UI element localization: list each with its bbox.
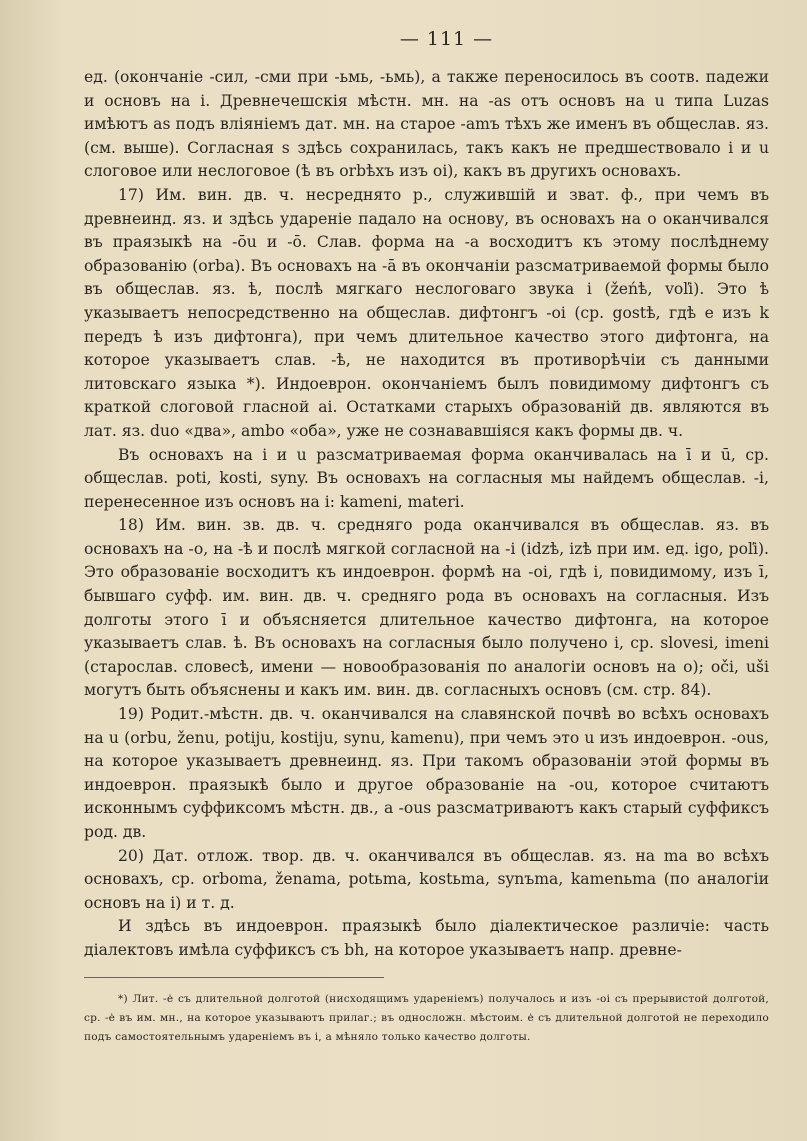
paragraph-4: 18) Им. вин. зв. дв. ч. средняго рода оканчивался въ общеслав. яз. въ основахъ на -о, на -ѣ и послѣ мягкой согласной на -і (idzѣ, izѣ при им. ед. igo, poľi). Это образованіе восходитъ къ индоеврон. формѣ на -oi, гдѣ i, повидимому, изъ ī, бывшаго суфф. им. вин. дв. ч. средняго рода въ основахъ на согласныя. Изъ долготы этого ī и объясняется длительное качество дифтонга, на которое указываетъ слав. ѣ. Въ основахъ на согласныя было получено і, ср. slovesi, imeni (старослав. словесѣ, имени — новообразованія по аналогіи основъ на о); oči, uši могутъ быть объяснены и какъ им. вин. дв. согласныхъ основъ (см. стр. 84). — [84, 516, 769, 700]
paragraph-6: 20) Дат. отлож. твор. дв. ч. оканчивался въ общеслав. яз. на ma во всѣхъ основахъ, ср. orboma, ženama, potьma, kostьma, synъma, kamenьma (по аналогіи основъ на і) и т. д. — [84, 846, 769, 912]
paragraph-3: Въ основахъ на і и u разсматриваемая форма оканчивалась на ī и ū, ср. общеслав. poti, kosti, syny. Въ основахъ на согласныя мы найдемъ общеслав. -i, перенесенное изъ основъ на і: kameni, materi. — [84, 445, 769, 511]
paragraph-2: 17) Им. вин. дв. ч. несреднято р., служившій и зват. ф., при чемъ въ древнеинд. яз. и здѣсь удареніе падало на основу, въ основахъ на о оканчивался въ праязыкѣ на -ōu и -ō. Слав. форма на -а восходитъ къ этому послѣднему образованію (orba). Въ основахъ на -ā въ окончаніи разсматриваемой формы было въ общеслав. яз. ѣ, послѣ мягкаго неслоговаго звука і (žeńѣ, voľi). Это ѣ указываетъ непосредственно на общеслав. дифтонгъ -oi (ср. gostѣ, гдѣ е изъ k передъ ѣ изъ дифтонга), при чемъ длительное качество этого дифтонга, на которое указываетъ слав. -ѣ, не находится въ противорѣчіи съ данными литовскаго языка *). Индоеврон. окончаніемъ былъ повидимому дифтонгъ съ краткой слоговой гласной ai. Остатками старыхъ образованій дв. являются въ лат. яз. duo «два», ambo «оба», уже не сознававшіяся какъ формы дв. ч. — [84, 185, 769, 440]
paragraph-7: И здѣсь въ индоеврон. праязыкѣ было діалектическое различіе: часть діалектовъ имѣла суффиксъ съ bh, на которое указываетъ напр. древне- — [84, 917, 769, 959]
footnote — [84, 990, 769, 1047]
paragraph-5: 19) Родит.-мѣстн. дв. ч. оканчивался на славянской почвѣ во всѣхъ основахъ на u (orbu, ženu, potiju, kostiju, synu, kamenu), при чемъ это u изъ индоеврон. -ous, на которое указываетъ древнеинд. яз. При такомъ образованіи этой формы въ индоеврон. праязыкѣ было и другое образованіе на -ou, которое считаютъ исконнымъ суффиксомъ мѣстн. дв., а -ous разсматриваютъ какъ старый суффиксъ род. дв. — [84, 705, 769, 841]
footnote-divider — [84, 977, 384, 978]
body-text — [84, 66, 769, 963]
paragraph-1: ед. (окончаніе -сил, -сми при -ьмь, -ьмь), а также переносилось въ соотв. падежи и основъ на і. Древнечешскія мѣстн. мн. на -as отъ основъ на u типа Luzas имѣютъ as подъ вліяніемъ дат. мн. на старое -amъ тѣхъ же именъ въ общеслав. яз. (см. выше). Согласная s здѣсь сохранилась, такъ какъ не предшествовало і и u слоговое или неслоговое (ѣ въ orbѣхъ изъ oi), какъ въ другихъ основахъ. — [84, 68, 769, 181]
footnote-text: *) Лит. -ė съ длительной долготой (нисходящимъ удареніемъ) получалось и изъ -oi съ прерывистой долготой, ср. -ė въ им. мн., на которое указываютъ прилаг.; въ односложн. мѣстоим. ė съ длительной долготой не переходило подъ самостоятельнымъ удареніемъ въ і, а мѣняло только качество долготы. — [84, 992, 769, 1043]
page-number: — 111 — — [399, 28, 494, 50]
